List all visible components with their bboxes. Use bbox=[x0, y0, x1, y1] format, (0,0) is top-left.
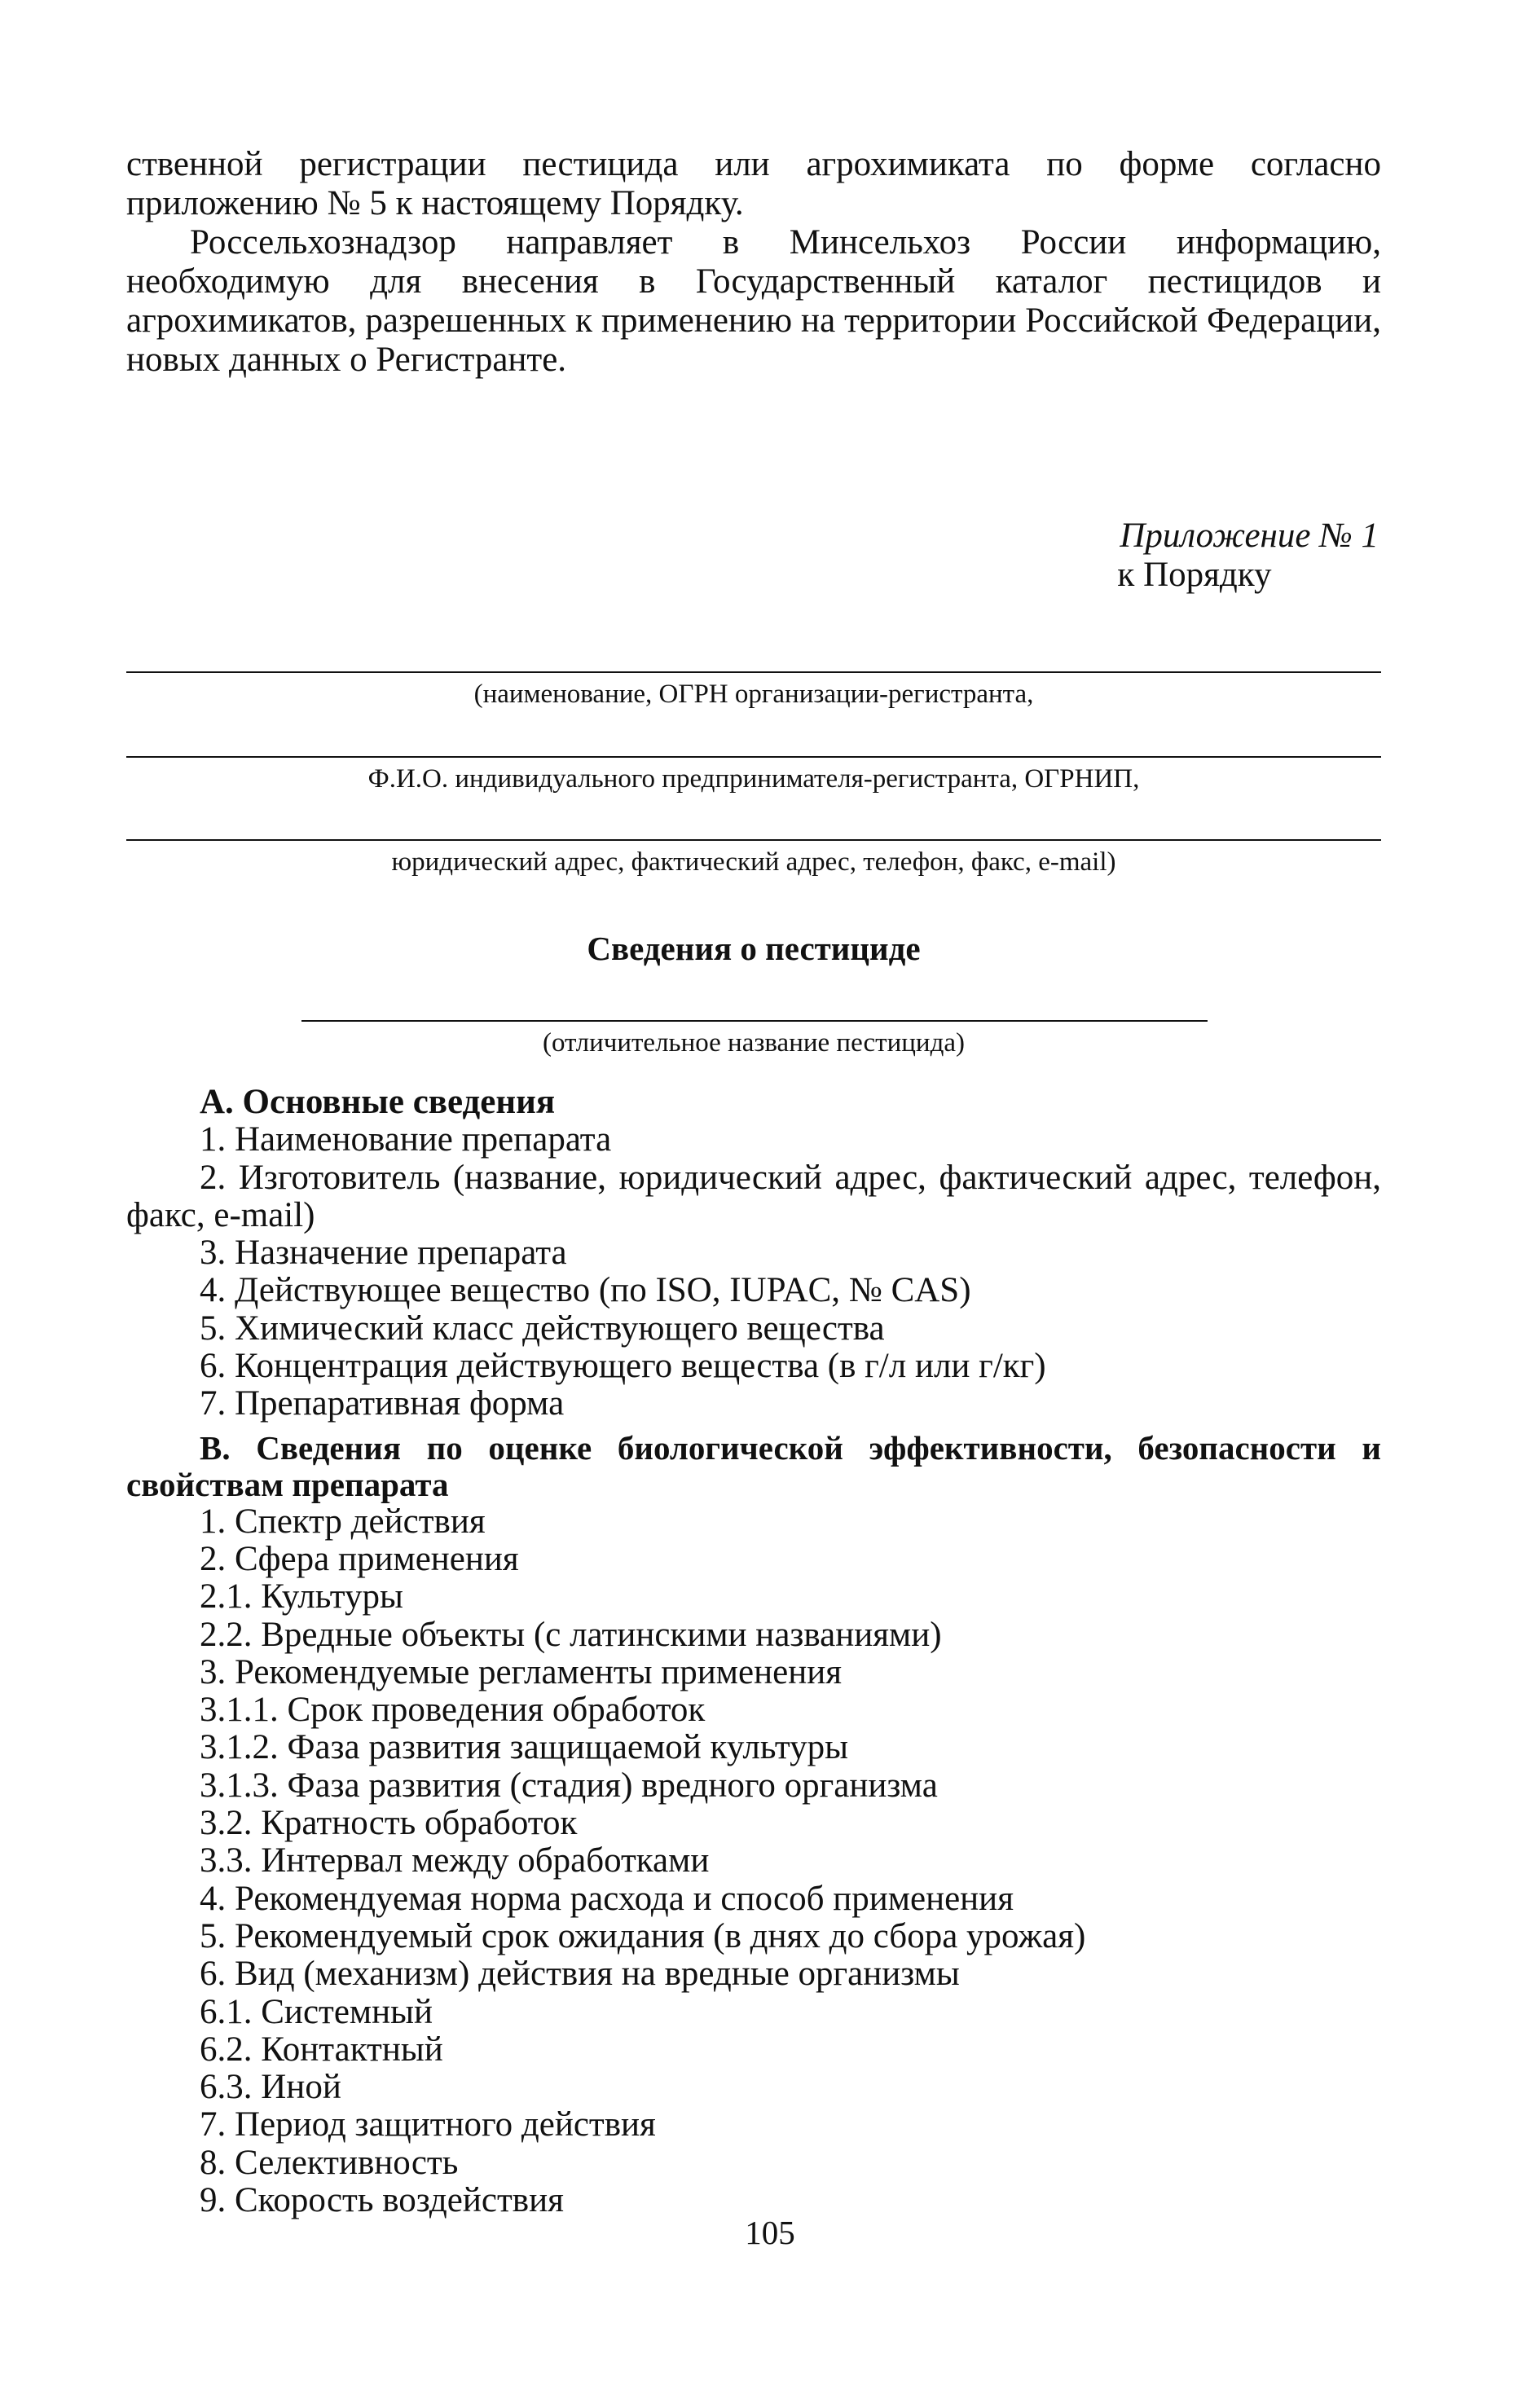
appendix-number: Приложение № 1 bbox=[1120, 517, 1379, 555]
list-item: 1. Спектр действия bbox=[200, 1502, 486, 1541]
list-item: 3.3. Интервал между обработками bbox=[200, 1841, 710, 1880]
list-item: 6. Концентрация действующего вещества (в г/л или г/кг) bbox=[200, 1347, 1046, 1386]
list-item: 7. Период защитного действия bbox=[200, 2105, 656, 2144]
list-item: 5. Рекомендуемый срок ожидания (в днях до сбора урожая) bbox=[200, 1916, 1086, 1955]
caption-entrepreneur: Ф.И.О. индивидуального предпринимателя-регистранта, ОГРНИП, bbox=[367, 764, 1140, 794]
appendix-to: к Порядку bbox=[1117, 556, 1272, 594]
list-item: 6. Вид (механизм) действия на вредные организмы bbox=[200, 1955, 960, 1994]
intro-paragraph-1: ственной регистрации пестицида или агрохимиката по форме согласно приложению № 5 к настоящему Порядку. bbox=[126, 145, 1381, 222]
list-item: 2. Изготовитель (название, юридический адрес, фактический адрес, телефон, факс, e-mail) bbox=[126, 1158, 1381, 1234]
blank-line-1 bbox=[126, 671, 1381, 673]
list-item: 4. Действующее вещество (по ISO, IUPAC, № CAS) bbox=[200, 1271, 971, 1310]
form-content bbox=[126, 1084, 1381, 2219]
list-item: 1. Наименование препарата bbox=[200, 1120, 612, 1159]
form-title: Сведения о пестициде bbox=[587, 930, 921, 967]
intro-paragraph-2: Россельхознадзор направляет в Минсельхоз России информацию, необходимую для внесения в Государственный каталог пестицидов и агрохимикатов, разрешенных к применению на территории Российской Федерации, новых данных о Регистранте. bbox=[126, 223, 1381, 379]
list-item: 3.1.1. Срок проведения обработок bbox=[200, 1691, 706, 1730]
list-item: 3.2. Кратность обработок bbox=[200, 1804, 578, 1843]
list-item: 6.3. Иной bbox=[200, 2068, 341, 2107]
list-item: 3. Назначение препарата bbox=[200, 1234, 567, 1273]
list-item: 3.1.2. Фаза развития защищаемой культуры bbox=[200, 1728, 848, 1767]
list-item: 7. Препаративная форма bbox=[200, 1384, 565, 1423]
list-item: 9. Скорость воздействия bbox=[200, 2181, 564, 2220]
list-item: 6.1. Системный bbox=[200, 1992, 433, 2031]
list-item: 5. Химический класс действующего вещества bbox=[200, 1309, 885, 1348]
section-b-heading: В. Сведения по оценке биологической эффективности, безопасности и свойствам препарата bbox=[126, 1428, 1381, 1503]
section-a-heading: А. Основные сведения bbox=[200, 1083, 556, 1121]
list-item: 2.2. Вредные объекты (с латинскими названиями) bbox=[200, 1615, 942, 1654]
list-item: 8. Селективность bbox=[200, 2143, 459, 2182]
caption-organization: (наименование, ОГРН организации-регистранта, bbox=[473, 680, 1034, 709]
list-item: 3. Рекомендуемые регламенты применения bbox=[200, 1652, 843, 1691]
blank-line-pesticide-name bbox=[301, 1020, 1208, 1022]
page-number: 105 bbox=[745, 2214, 795, 2251]
list-item: 4. Рекомендуемая норма расхода и способ применения bbox=[200, 1879, 1014, 1918]
blank-line-3 bbox=[126, 839, 1381, 841]
list-item: 2.1. Культуры bbox=[200, 1577, 403, 1616]
caption-pesticide-name: (отличительное название пестицида) bbox=[542, 1028, 966, 1058]
caption-address: юридический адрес, фактический адрес, телефон, факс, e-mail) bbox=[391, 847, 1116, 877]
blank-line-2 bbox=[126, 756, 1381, 758]
list-item: 6.2. Контактный bbox=[200, 2030, 443, 2069]
appendix-block bbox=[978, 517, 1379, 595]
list-item: 3.1.3. Фаза развития (стадия) вредного организма bbox=[200, 1766, 938, 1805]
list-item: 2. Сфера применения bbox=[200, 1539, 519, 1578]
